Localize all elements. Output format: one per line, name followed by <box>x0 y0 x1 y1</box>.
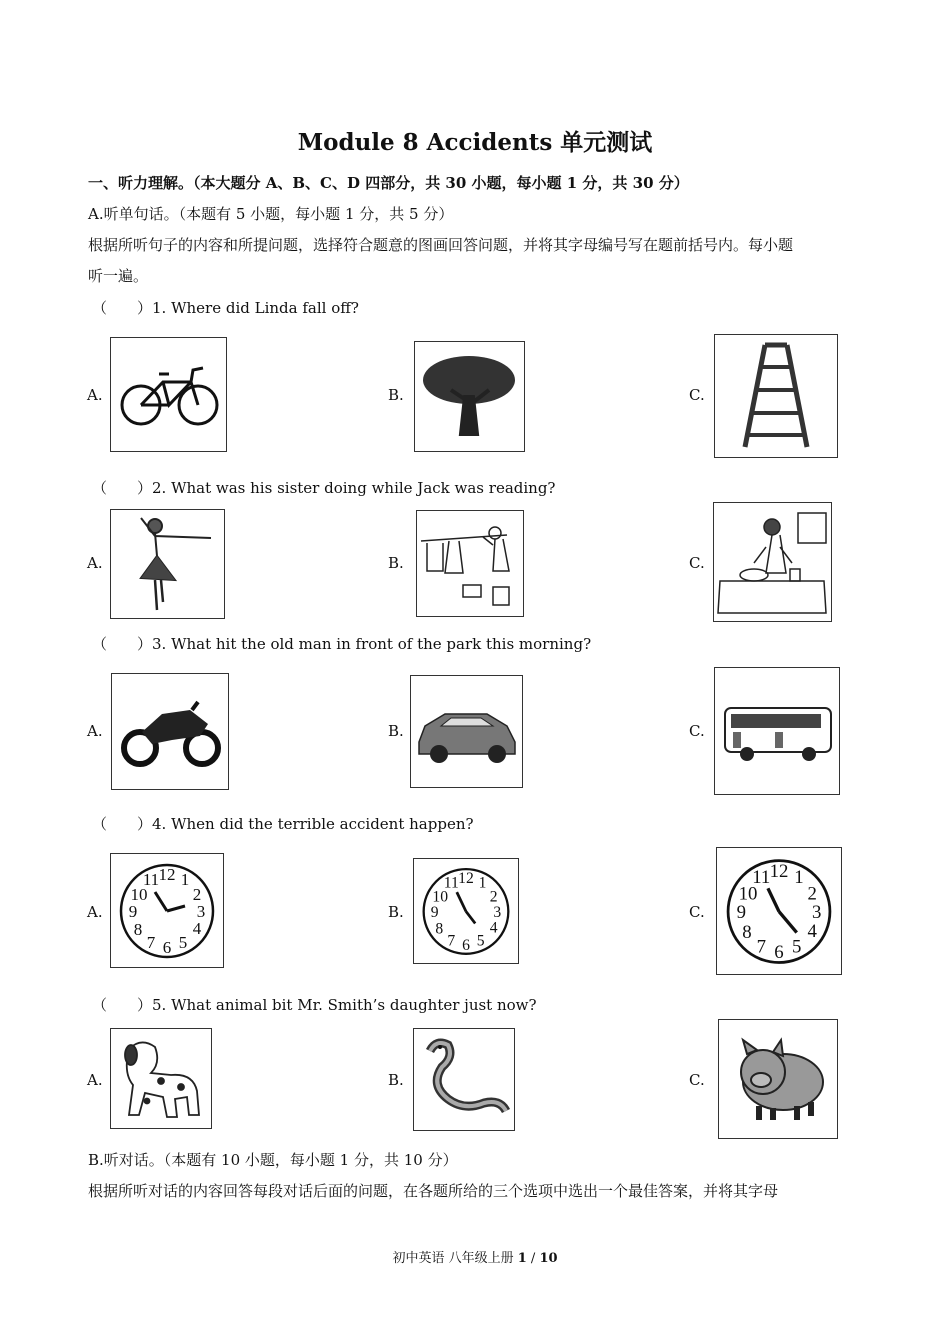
svg-text:1: 1 <box>478 874 487 892</box>
svg-text:6: 6 <box>462 937 470 955</box>
option-label: B. <box>388 554 404 572</box>
svg-text:11: 11 <box>142 870 160 889</box>
svg-text:10: 10 <box>130 885 148 904</box>
svg-text:6: 6 <box>774 942 784 964</box>
svg-text:10: 10 <box>432 888 449 906</box>
svg-text:9: 9 <box>736 902 747 924</box>
section-heading: 一、听力理解。（本大题分 A、B、C、D 四部分，共 30 小题，每小题 1 分，共 30 分） <box>88 174 689 192</box>
svg-text:6: 6 <box>162 938 172 957</box>
footer-text: 初中英语 八年级上册 <box>392 1251 518 1266</box>
woman-hanging-clothes-picture <box>416 510 524 617</box>
option-label: A. <box>87 1071 103 1089</box>
tree-picture <box>414 341 525 452</box>
option-label: B. <box>388 386 404 404</box>
svg-text:5: 5 <box>476 932 485 950</box>
part-b-instruction: 根据所听对话的内容回答每段对话后面的问题，在各题所给的三个选项中选出一个最佳答案，并将其字母 <box>88 1182 779 1200</box>
question-4: （ ）4. When did the terrible accident happen? <box>92 815 474 833</box>
option-label: A. <box>87 722 103 740</box>
option-label: C. <box>689 386 705 404</box>
clock-picture <box>413 858 519 964</box>
option-label: C. <box>689 903 705 921</box>
page-number: 1 <box>517 1251 527 1266</box>
svg-text:5: 5 <box>178 933 188 952</box>
woman-cooking-picture <box>713 502 832 622</box>
page-total: 10 <box>539 1251 558 1266</box>
ladder-picture <box>714 334 838 458</box>
question-1: （ ）1. Where did Linda fall off? <box>92 299 359 317</box>
part-a-instruction-cont: 听一遍。 <box>88 267 149 285</box>
clock-picture <box>110 853 224 968</box>
svg-text:7: 7 <box>447 932 456 950</box>
svg-text:7: 7 <box>146 933 156 952</box>
option-label: A. <box>87 386 103 404</box>
svg-text:4: 4 <box>489 919 498 937</box>
svg-text:3: 3 <box>811 902 822 924</box>
clock-face-b <box>414 859 518 963</box>
svg-text:8: 8 <box>742 922 752 944</box>
svg-text:4: 4 <box>192 919 202 938</box>
option-label: B. <box>388 722 404 740</box>
part-b-heading: B.听对话。（本题有 10 小题，每小题 1 分，共 10 分） <box>88 1151 458 1169</box>
svg-text:11: 11 <box>443 874 459 892</box>
option-label: C. <box>689 1071 705 1089</box>
clock-picture <box>716 847 842 975</box>
footer-separator: / <box>526 1251 540 1266</box>
svg-text:3: 3 <box>196 902 206 921</box>
svg-text:1: 1 <box>794 866 804 888</box>
svg-text:9: 9 <box>430 903 439 921</box>
part-a-heading: A.听单句话。（本题有 5 小题，每小题 1 分，共 5 分） <box>88 205 454 223</box>
svg-text:11: 11 <box>752 866 771 888</box>
question-3: （ ）3. What hit the old man in front of the park this morning? <box>92 635 592 653</box>
svg-text:1: 1 <box>180 870 190 889</box>
option-label: C. <box>689 722 705 740</box>
svg-text:4: 4 <box>807 921 817 943</box>
car-picture <box>410 675 523 788</box>
svg-text:12: 12 <box>458 869 474 887</box>
svg-text:3: 3 <box>493 903 502 921</box>
svg-text:12: 12 <box>158 865 176 884</box>
svg-text:8: 8 <box>435 920 444 938</box>
page-footer <box>0 1247 950 1266</box>
option-label: C. <box>689 554 705 572</box>
clock-face-c <box>717 848 841 974</box>
bicycle-picture <box>110 337 227 452</box>
svg-text:2: 2 <box>489 888 498 906</box>
page-title: Module 8 Accidents 单元测试 <box>297 129 653 156</box>
svg-text:7: 7 <box>756 936 766 958</box>
svg-text:2: 2 <box>192 885 202 904</box>
svg-text:10: 10 <box>738 883 758 905</box>
svg-text:5: 5 <box>792 936 802 958</box>
dog-picture <box>110 1028 212 1129</box>
ballet-dancer-picture <box>110 509 225 619</box>
question-5: （ ）5. What animal bit Mr. Smith’s daughter just now? <box>92 996 537 1014</box>
option-label: B. <box>388 903 404 921</box>
option-label: B. <box>388 1071 404 1089</box>
svg-text:2: 2 <box>807 883 817 905</box>
clock-face-a <box>111 854 223 967</box>
svg-text:8: 8 <box>133 920 143 939</box>
snake-picture <box>413 1028 515 1131</box>
question-2: （ ）2. What was his sister doing while Jack was reading? <box>92 479 556 497</box>
svg-text:9: 9 <box>128 902 138 921</box>
bus-picture <box>714 667 840 795</box>
option-label: A. <box>87 554 103 572</box>
pig-picture <box>718 1019 838 1139</box>
svg-text:12: 12 <box>769 861 789 883</box>
option-label: A. <box>87 903 103 921</box>
motorbike-picture <box>111 673 229 790</box>
part-a-instruction: 根据所听句子的内容和所提问题，选择符合题意的图画回答问题，并将其字母编号写在题前括号内。每小题 <box>88 236 794 254</box>
